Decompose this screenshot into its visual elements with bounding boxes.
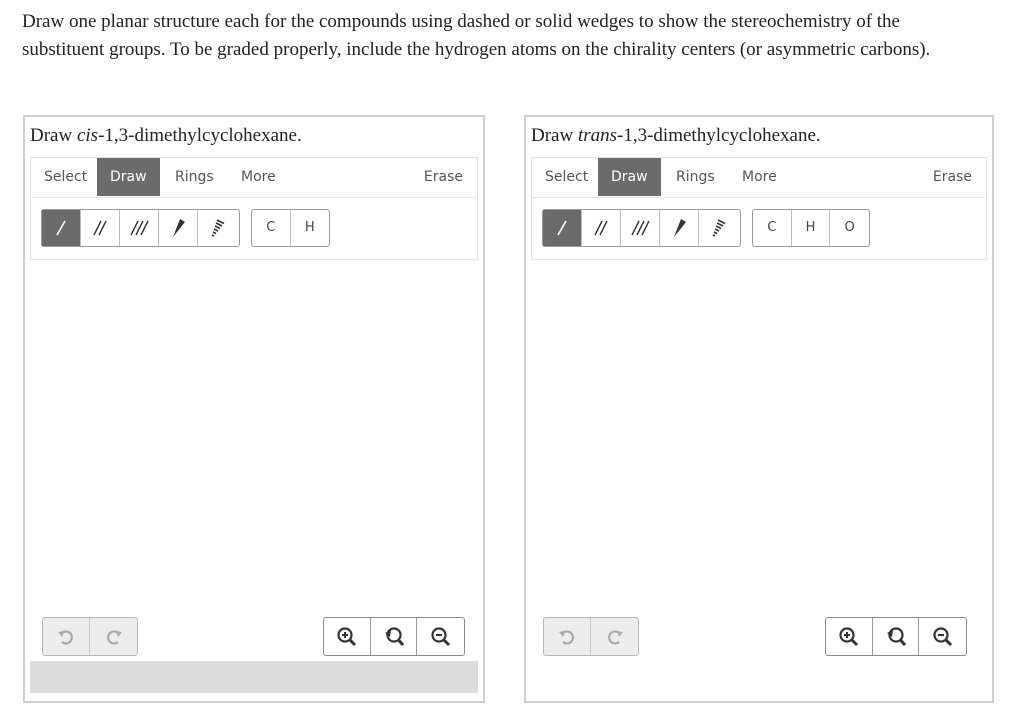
atom-tools [251, 209, 330, 247]
menu-erase[interactable]: Erase [932, 169, 972, 185]
prompt-isomer: trans [577, 125, 618, 146]
double-bond-icon[interactable] [582, 210, 621, 246]
prompt-cis [30, 123, 302, 149]
atom-o[interactable]: O [844, 220, 855, 235]
zoom-out-icon[interactable] [919, 618, 966, 655]
undo-icon[interactable] [544, 618, 591, 655]
drawing-canvas[interactable] [30, 263, 478, 613]
prompt-trans [531, 123, 821, 149]
atom-c[interactable]: C [753, 210, 792, 246]
wedge-bond-icon[interactable] [660, 210, 699, 246]
hash-bond-icon[interactable] [198, 210, 237, 246]
prompt-suffix: -1,3-dimethylcyclohexane. [98, 125, 302, 146]
single-bond-icon[interactable] [543, 210, 582, 246]
zoom-controls [323, 617, 465, 656]
menu-more[interactable]: More [742, 169, 777, 185]
menu-select[interactable]: Select [44, 169, 88, 185]
redo-icon[interactable] [591, 618, 638, 655]
menu-draw[interactable]: Draw [598, 158, 661, 196]
zoom-reset-icon[interactable] [371, 618, 418, 655]
drawing-canvas[interactable] [531, 263, 987, 613]
sketcher-menubar [31, 158, 477, 198]
bond-tools [542, 209, 741, 247]
menu-rings[interactable]: Rings [175, 169, 214, 185]
sketcher-toolbar [30, 157, 478, 260]
prompt-prefix: Draw [531, 125, 578, 146]
panel-trans [524, 115, 994, 703]
bond-tools [41, 209, 240, 247]
hash-bond-icon[interactable] [699, 210, 738, 246]
sketcher-menubar [532, 158, 986, 198]
single-bond-icon[interactable] [42, 210, 81, 246]
zoom-in-icon[interactable] [324, 618, 371, 655]
redo-icon[interactable] [90, 618, 137, 655]
status-bar [30, 661, 478, 693]
atom-tools [752, 209, 870, 247]
undo-icon[interactable] [43, 618, 90, 655]
prompt-isomer: cis [76, 125, 99, 146]
zoom-reset-icon[interactable] [873, 618, 920, 655]
sketcher-toolbar [531, 157, 987, 260]
menu-erase[interactable]: Erase [423, 169, 463, 185]
menu-rings[interactable]: Rings [676, 169, 715, 185]
menu-draw[interactable]: Draw [97, 158, 160, 196]
atom-h[interactable]: H [304, 220, 315, 235]
zoom-controls [825, 617, 967, 656]
history-controls [42, 617, 138, 656]
panel-cis [23, 115, 485, 703]
triple-bond-icon[interactable] [621, 210, 660, 246]
atom-c[interactable]: C [252, 210, 291, 246]
menu-more[interactable]: More [241, 169, 276, 185]
zoom-out-icon[interactable] [417, 618, 464, 655]
double-bond-icon[interactable] [81, 210, 120, 246]
atom-h[interactable]: H [792, 210, 831, 246]
instructions [22, 8, 1002, 64]
wedge-bond-icon[interactable] [159, 210, 198, 246]
triple-bond-icon[interactable] [120, 210, 159, 246]
instructions-line-2: substituent groups. To be graded properly, include the hydrogen atoms on the chirality centers (or asymmetric carbons). [22, 39, 931, 60]
prompt-prefix: Draw [30, 125, 77, 146]
zoom-in-icon[interactable] [826, 618, 873, 655]
prompt-suffix: -1,3-dimethylcyclohexane. [617, 125, 821, 146]
history-controls [543, 617, 639, 656]
menu-select[interactable]: Select [545, 169, 589, 185]
instructions-line-1: Draw one planar structure each for the compounds using dashed or solid wedges to show the stereochemistry of the [22, 11, 900, 32]
